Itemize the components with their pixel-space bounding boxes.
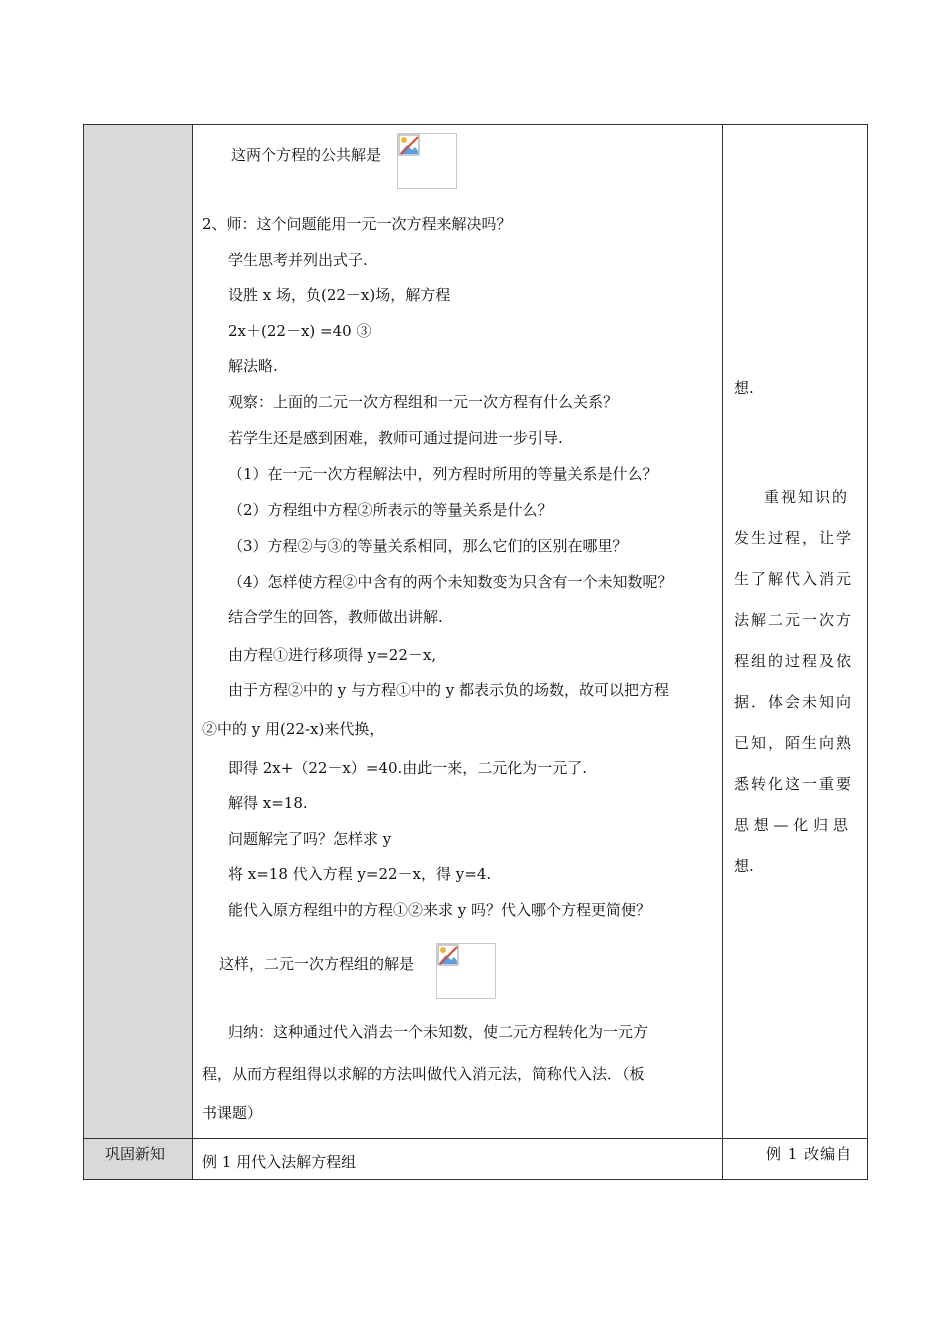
main-line: 这样，二元一次方程组的解是 <box>219 955 415 973</box>
main-line: 能代入原方程组中的方程①②来求 y 吗？代入哪个方程更简便？ <box>228 901 652 919</box>
main-line: （3）方程②与③的等量关系相同，那么它们的区别在哪里？ <box>228 537 628 555</box>
note-line: 程组的过程及依 <box>734 652 854 670</box>
note-line: 法解二元一次方 <box>734 611 854 629</box>
main-line: 程，从而方程组得以求解的方法叫做代入消元法，简称代入法．（板 <box>202 1065 645 1083</box>
left-column-shade <box>84 125 192 1138</box>
note-line: 生了解代入消元 <box>734 570 854 588</box>
main-line: （1）在一元一次方程解法中，列方程时所用的等量关系是什么？ <box>228 465 658 483</box>
note-line: 发生过程，让学 <box>734 529 854 547</box>
note-line: 已知，陌生向熟 <box>734 734 854 752</box>
column-divider-1 <box>192 125 193 1179</box>
note-line: 重视知识的 <box>764 488 850 506</box>
main-line: （2）方程组中方程②所表示的等量关系是什么？ <box>228 501 553 519</box>
main-line: 2、师：这个问题能用一元一次方程来解决吗？ <box>202 215 512 233</box>
main-line: 即得 2x+（22－x）=40.由此一来，二元化为一元了. <box>228 759 588 777</box>
main-line: 由方程①进行移项得 y=22－x, <box>228 646 437 664</box>
note-line: 悉转化这一重要 <box>734 775 854 793</box>
column-divider-2 <box>722 125 723 1179</box>
section-label: 巩固新知 <box>105 1145 166 1163</box>
main-line: 结合学生的回答，教师做出讲解. <box>228 608 443 626</box>
image-placeholder-solution-1 <box>397 133 457 189</box>
main-line: ②中的 y 用(22-x)来代换， <box>202 720 385 738</box>
main-line: 观察：上面的二元一次方程组和一元一次方程有什么关系？ <box>228 393 619 411</box>
note-line: 例 1 改编自 <box>766 1145 853 1163</box>
main-line: 解得 x=18. <box>228 794 308 812</box>
main-line: 由于方程②中的 y 与方程①中的 y 都表示负的场数，故可以把方程 <box>228 681 670 699</box>
note-line: 思 想 — 化 归 思 <box>734 816 848 834</box>
image-placeholder-solution-2 <box>436 943 496 999</box>
main-line: 设胜 x 场，负(22－x)场，解方程 <box>228 286 451 304</box>
note-line: 据．体会未知向 <box>734 693 854 711</box>
main-line: 归纳：这种通过代入消去一个未知数，使二元方程转化为一元方 <box>228 1023 649 1041</box>
main-line: 书课题） <box>202 1104 263 1122</box>
main-line: 这两个方程的公共解是 <box>231 146 382 164</box>
main-line: （4）怎样使方程②中含有的两个未知数变为只含有一个未知数呢？ <box>228 573 673 591</box>
note-line: 想. <box>734 379 754 397</box>
main-line: 问题解完了吗？怎样求 y <box>228 830 392 848</box>
main-line: 解法略. <box>228 357 278 375</box>
example-heading: 例 1 用代入法解方程组 <box>202 1153 357 1171</box>
row-divider <box>84 1138 867 1139</box>
main-line: 学生思考并列出式子. <box>228 251 368 269</box>
main-line: 若学生还是感到困难，教师可通过提问进一步引导. <box>228 429 563 447</box>
main-line: 2x＋(22－x) =40 ③ <box>228 322 372 340</box>
main-line: 将 x=18 代入方程 y=22－x，得 y=4. <box>228 865 492 883</box>
note-line: 想. <box>734 857 754 875</box>
broken-image-icon <box>437 944 459 966</box>
broken-image-icon <box>398 134 420 156</box>
